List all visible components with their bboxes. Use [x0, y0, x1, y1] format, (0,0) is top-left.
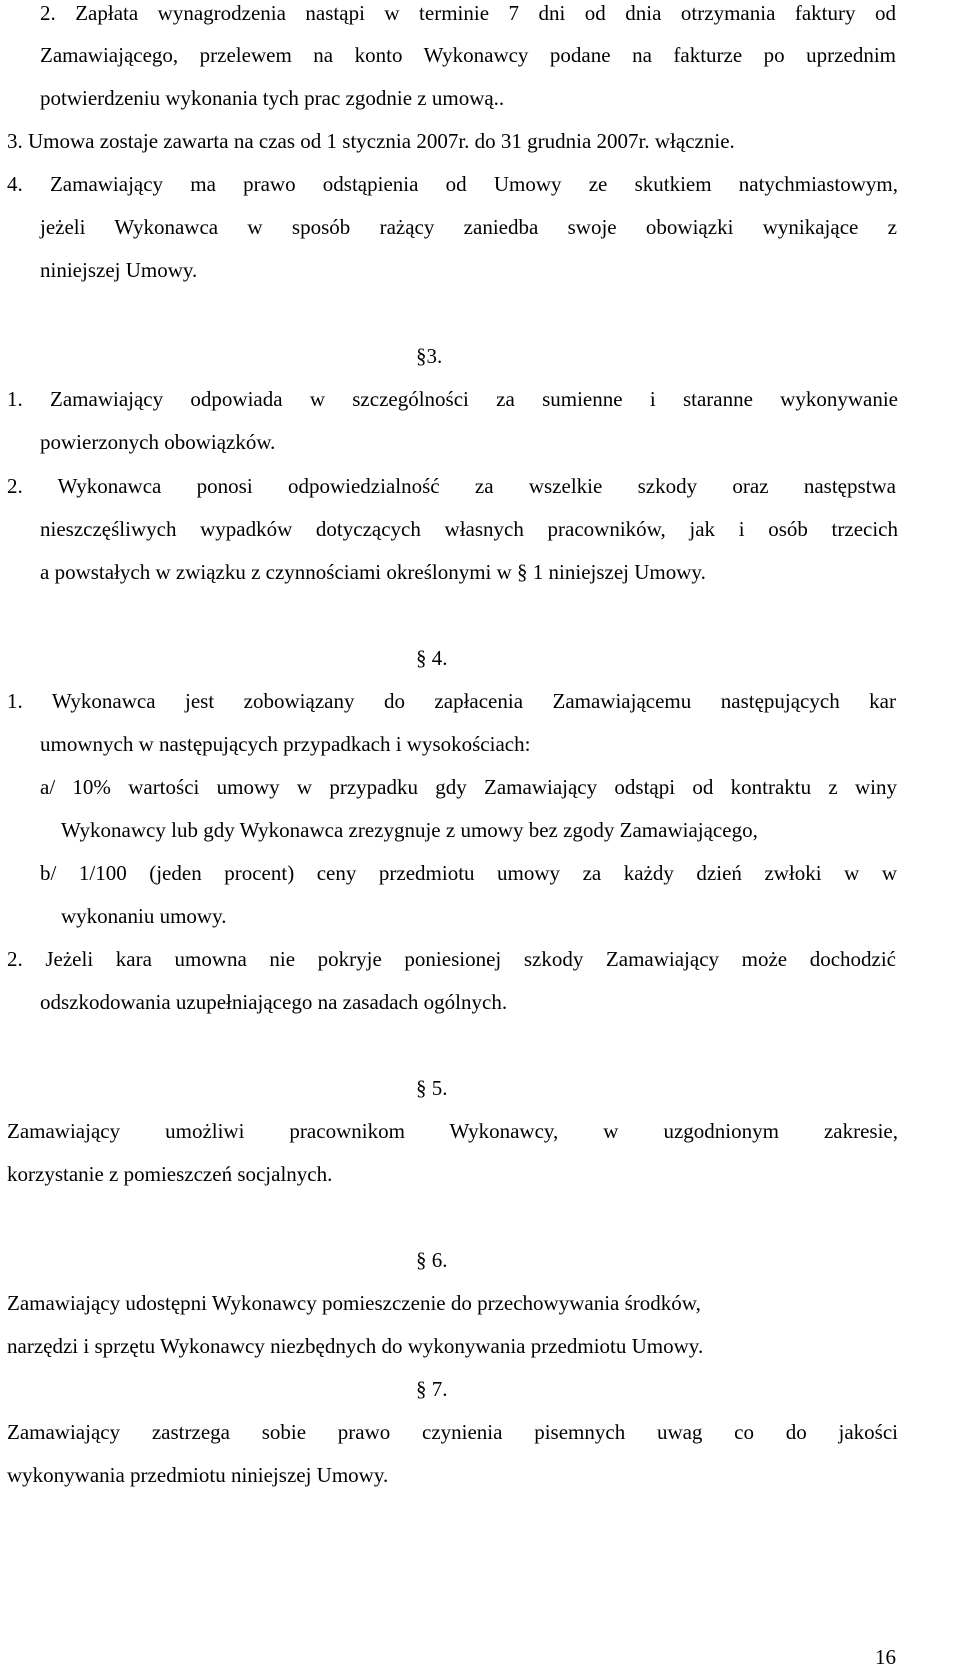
- text-line: jeżeli Wykonawca w sposób rażący zaniedba swoje obowiązki wynikające z: [40, 215, 897, 239]
- section-heading: § 6.: [416, 1248, 448, 1272]
- text-line: Zamawiającego, przelewem na konto Wykonawcy podane na fakturze po uprzednim: [40, 43, 896, 67]
- text-line: a/ 10% wartości umowy w przypadku gdy Zamawiający odstąpi od kontraktu z winy: [40, 775, 897, 799]
- text-line: Zamawiający umożliwi pracownikom Wykonawcy, w uzgodnionym zakresie,: [7, 1119, 898, 1143]
- text-line: b/ 1/100 (jeden procent) ceny przedmiotu umowy za każdy dzień zwłoki w w: [40, 861, 897, 885]
- text-line: a powstałych w związku z czynnościami określonymi w § 1 niniejszej Umowy.: [40, 560, 706, 584]
- text-line: korzystanie z pomieszczeń socjalnych.: [7, 1162, 333, 1186]
- section-heading: §3.: [416, 344, 443, 368]
- text-line: odszkodowania uzupełniającego na zasadach ogólnych.: [40, 990, 508, 1014]
- text-line: wykonywania przedmiotu niniejszej Umowy.: [7, 1463, 389, 1487]
- section-heading: § 4.: [416, 646, 448, 670]
- text-line: 3. Umowa zostaje zawarta na czas od 1 stycznia 2007r. do 31 grudnia 2007r. włącznie.: [7, 129, 735, 153]
- text-line: 2. Jeżeli kara umowna nie pokryje poniesionej szkody Zamawiający może dochodzić: [7, 947, 896, 971]
- text-line: Zamawiający zastrzega sobie prawo czynienia pisemnych uwag co do jakości: [7, 1420, 898, 1444]
- text-line: umownych w następujących przypadkach i wysokościach:: [40, 732, 531, 756]
- section-heading: § 5.: [416, 1076, 448, 1100]
- text-line: 2. Wykonawca ponosi odpowiedzialność za wszelkie szkody oraz następstwa: [7, 474, 896, 498]
- text-line: 1. Wykonawca jest zobowiązany do zapłacenia Zamawiającemu następujących kar: [7, 689, 896, 713]
- text-line: niniejszej Umowy.: [40, 258, 198, 282]
- text-line: powierzonych obowiązków.: [40, 430, 276, 454]
- text-line: wykonaniu umowy.: [61, 904, 227, 928]
- text-line: narzędzi i sprzętu Wykonawcy niezbędnych do wykonywania przedmiotu Umowy.: [7, 1334, 704, 1358]
- text-line: 4. Zamawiający ma prawo odstąpienia od Umowy ze skutkiem natychmiastowym,: [7, 172, 898, 196]
- page-number: 16: [875, 1645, 896, 1669]
- text-line: nieszczęśliwych wypadków dotyczących własnych pracowników, jak i osób trzecich: [40, 517, 898, 541]
- section-heading: § 7.: [416, 1377, 448, 1401]
- text-line: Wykonawcy lub gdy Wykonawca zrezygnuje z umowy bez zgody Zamawiającego,: [61, 818, 758, 842]
- text-line: 1. Zamawiający odpowiada w szczególności za sumienne i staranne wykonywanie: [7, 387, 898, 411]
- text-line: 2. Zapłata wynagrodzenia nastąpi w terminie 7 dni od dnia otrzymania faktury od: [40, 1, 896, 25]
- text-line: potwierdzeniu wykonania tych prac zgodnie z umową..: [40, 86, 505, 110]
- text-line: Zamawiający udostępni Wykonawcy pomieszczenie do przechowywania środków,: [7, 1291, 701, 1315]
